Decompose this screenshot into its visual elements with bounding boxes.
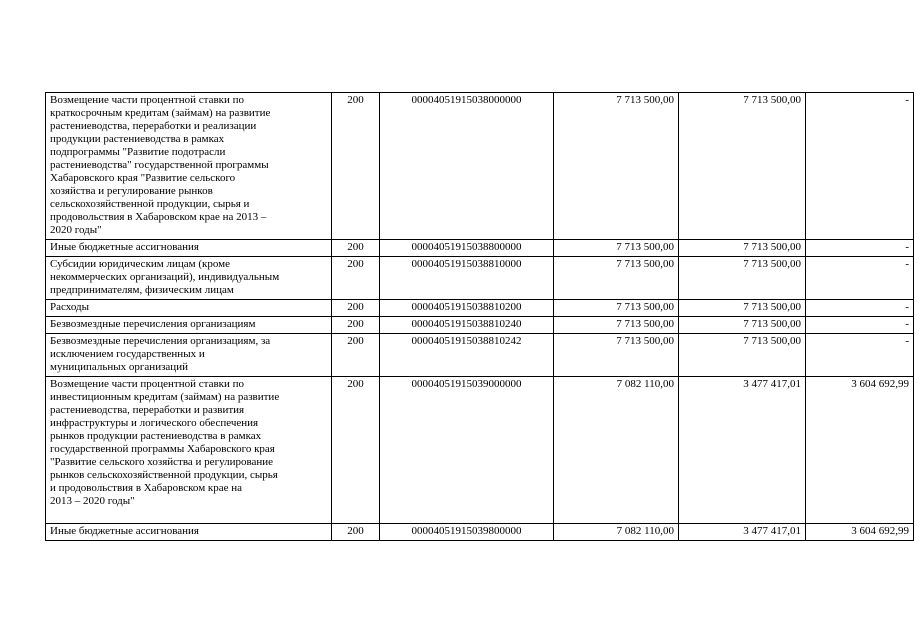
classification-code-cell: 00004051915039800000	[380, 524, 554, 541]
table-body	[46, 93, 914, 541]
expense-name-line: Возмещение части процентной ставки по	[50, 94, 245, 106]
expense-name-cell	[46, 334, 332, 377]
executed-amount-cell: 7 713 500,00	[679, 240, 806, 257]
expense-name-line: растениеводства, переработки и реализации	[50, 120, 257, 132]
approved-amount-cell: 7 082 110,00	[554, 377, 679, 524]
expense-name-line: Расходы	[50, 301, 89, 313]
expense-name-line: рынков продукции растениеводства в рамках	[50, 430, 262, 442]
table-row	[46, 377, 914, 524]
expense-name-line: государственной программы Хабаровского края	[50, 443, 275, 455]
expense-name-line: инфраструктуры и логического обеспечения	[50, 417, 259, 429]
expense-name-line: Субсидии юридическим лицам (кроме	[50, 258, 231, 270]
table-row	[46, 93, 914, 240]
line-code-cell: 200	[332, 93, 380, 240]
expense-name-line: муниципальных организаций	[50, 361, 188, 373]
line-code-cell: 200	[332, 257, 380, 300]
expense-name-line: некоммерческих организаций), индивидуальным	[50, 271, 280, 283]
expense-name-cell	[46, 93, 332, 240]
unexecuted-amount-cell: -	[806, 334, 914, 377]
classification-code-cell: 00004051915038800000	[380, 240, 554, 257]
unexecuted-amount-cell: 3 604 692,99	[806, 524, 914, 541]
expense-name-line: "Развитие сельского хозяйства и регулирование	[50, 456, 274, 468]
unexecuted-amount-cell: -	[806, 257, 914, 300]
classification-code-cell: 00004051915038810242	[380, 334, 554, 377]
executed-amount-cell: 7 713 500,00	[679, 300, 806, 317]
expense-name-line: и продовольствия в Хабаровском крае на	[50, 482, 243, 494]
line-code-cell: 200	[332, 377, 380, 524]
expense-name-line: предпринимателям, физическим лицам	[50, 284, 234, 296]
table-row	[46, 300, 914, 317]
expense-name-line: растениеводства, переработки и развития	[50, 404, 245, 416]
expense-name-cell	[46, 317, 332, 334]
unexecuted-amount-cell: -	[806, 300, 914, 317]
expense-name-line: Иные бюджетные ассигнования	[50, 241, 199, 253]
expense-name-line: Безвозмездные перечисления организациям	[50, 318, 256, 330]
expense-name-cell	[46, 300, 332, 317]
line-code-cell: 200	[332, 334, 380, 377]
table-row	[46, 240, 914, 257]
expense-name-cell	[46, 257, 332, 300]
approved-amount-cell: 7 713 500,00	[554, 334, 679, 377]
classification-code-cell: 00004051915038810200	[380, 300, 554, 317]
table-row	[46, 317, 914, 334]
executed-amount-cell: 3 477 417,01	[679, 377, 806, 524]
executed-amount-cell: 7 713 500,00	[679, 93, 806, 240]
classification-code-cell: 00004051915038810000	[380, 257, 554, 300]
expense-name-line: рынков сельскохозяйственной продукции, сырья	[50, 469, 278, 481]
expense-name-line: продовольствия в Хабаровском крае на 2013 –	[50, 211, 267, 223]
approved-amount-cell: 7 082 110,00	[554, 524, 679, 541]
expense-name-line: Иные бюджетные ассигнования	[50, 525, 199, 537]
expense-name-line: Возмещение части процентной ставки по	[50, 378, 245, 390]
executed-amount-cell: 7 713 500,00	[679, 257, 806, 300]
expense-name-line: продукции растениеводства в рамках	[50, 133, 225, 145]
approved-amount-cell: 7 713 500,00	[554, 300, 679, 317]
expense-name-line: исключением государственных и	[50, 348, 205, 360]
approved-amount-cell: 7 713 500,00	[554, 317, 679, 334]
expense-name-line: краткосрочным кредитам (займам) на развитие	[50, 107, 271, 119]
unexecuted-amount-cell: 3 604 692,99	[806, 377, 914, 524]
line-code-cell: 200	[332, 300, 380, 317]
unexecuted-amount-cell: -	[806, 317, 914, 334]
expense-name-line: 2020 годы"	[50, 224, 102, 236]
expense-name-line	[50, 508, 327, 521]
expense-name-line: растениеводства" государственной программы	[50, 159, 269, 171]
expense-name-cell	[46, 377, 332, 524]
expense-name-line: подпрограммы "Развитие подотрасли	[50, 146, 226, 158]
expense-name-line: Хабаровского края "Развитие сельского	[50, 172, 236, 184]
expense-name-line: Безвозмездные перечисления организациям, за	[50, 335, 271, 347]
expense-name-line: инвестиционным кредитам (займам) на развитие	[50, 391, 280, 403]
classification-code-cell: 00004051915038000000	[380, 93, 554, 240]
expense-name-line: сельскохозяйственной продукции, сырья и	[50, 198, 250, 210]
line-code-cell: 200	[332, 317, 380, 334]
classification-code-cell: 00004051915038810240	[380, 317, 554, 334]
line-code-cell: 200	[332, 240, 380, 257]
executed-amount-cell: 3 477 417,01	[679, 524, 806, 541]
expense-name-line: 2013 – 2020 годы"	[50, 495, 135, 507]
table-row	[46, 334, 914, 377]
executed-amount-cell: 7 713 500,00	[679, 334, 806, 377]
approved-amount-cell: 7 713 500,00	[554, 257, 679, 300]
expense-name-line: хозяйства и регулирование рынков	[50, 185, 213, 197]
approved-amount-cell: 7 713 500,00	[554, 240, 679, 257]
expense-name-cell	[46, 240, 332, 257]
unexecuted-amount-cell: -	[806, 240, 914, 257]
unexecuted-amount-cell: -	[806, 93, 914, 240]
classification-code-cell: 00004051915039000000	[380, 377, 554, 524]
approved-amount-cell: 7 713 500,00	[554, 93, 679, 240]
executed-amount-cell: 7 713 500,00	[679, 317, 806, 334]
table-row	[46, 524, 914, 541]
table-row	[46, 257, 914, 300]
budget-execution-table	[45, 92, 914, 541]
line-code-cell: 200	[332, 524, 380, 541]
expense-name-cell	[46, 524, 332, 541]
